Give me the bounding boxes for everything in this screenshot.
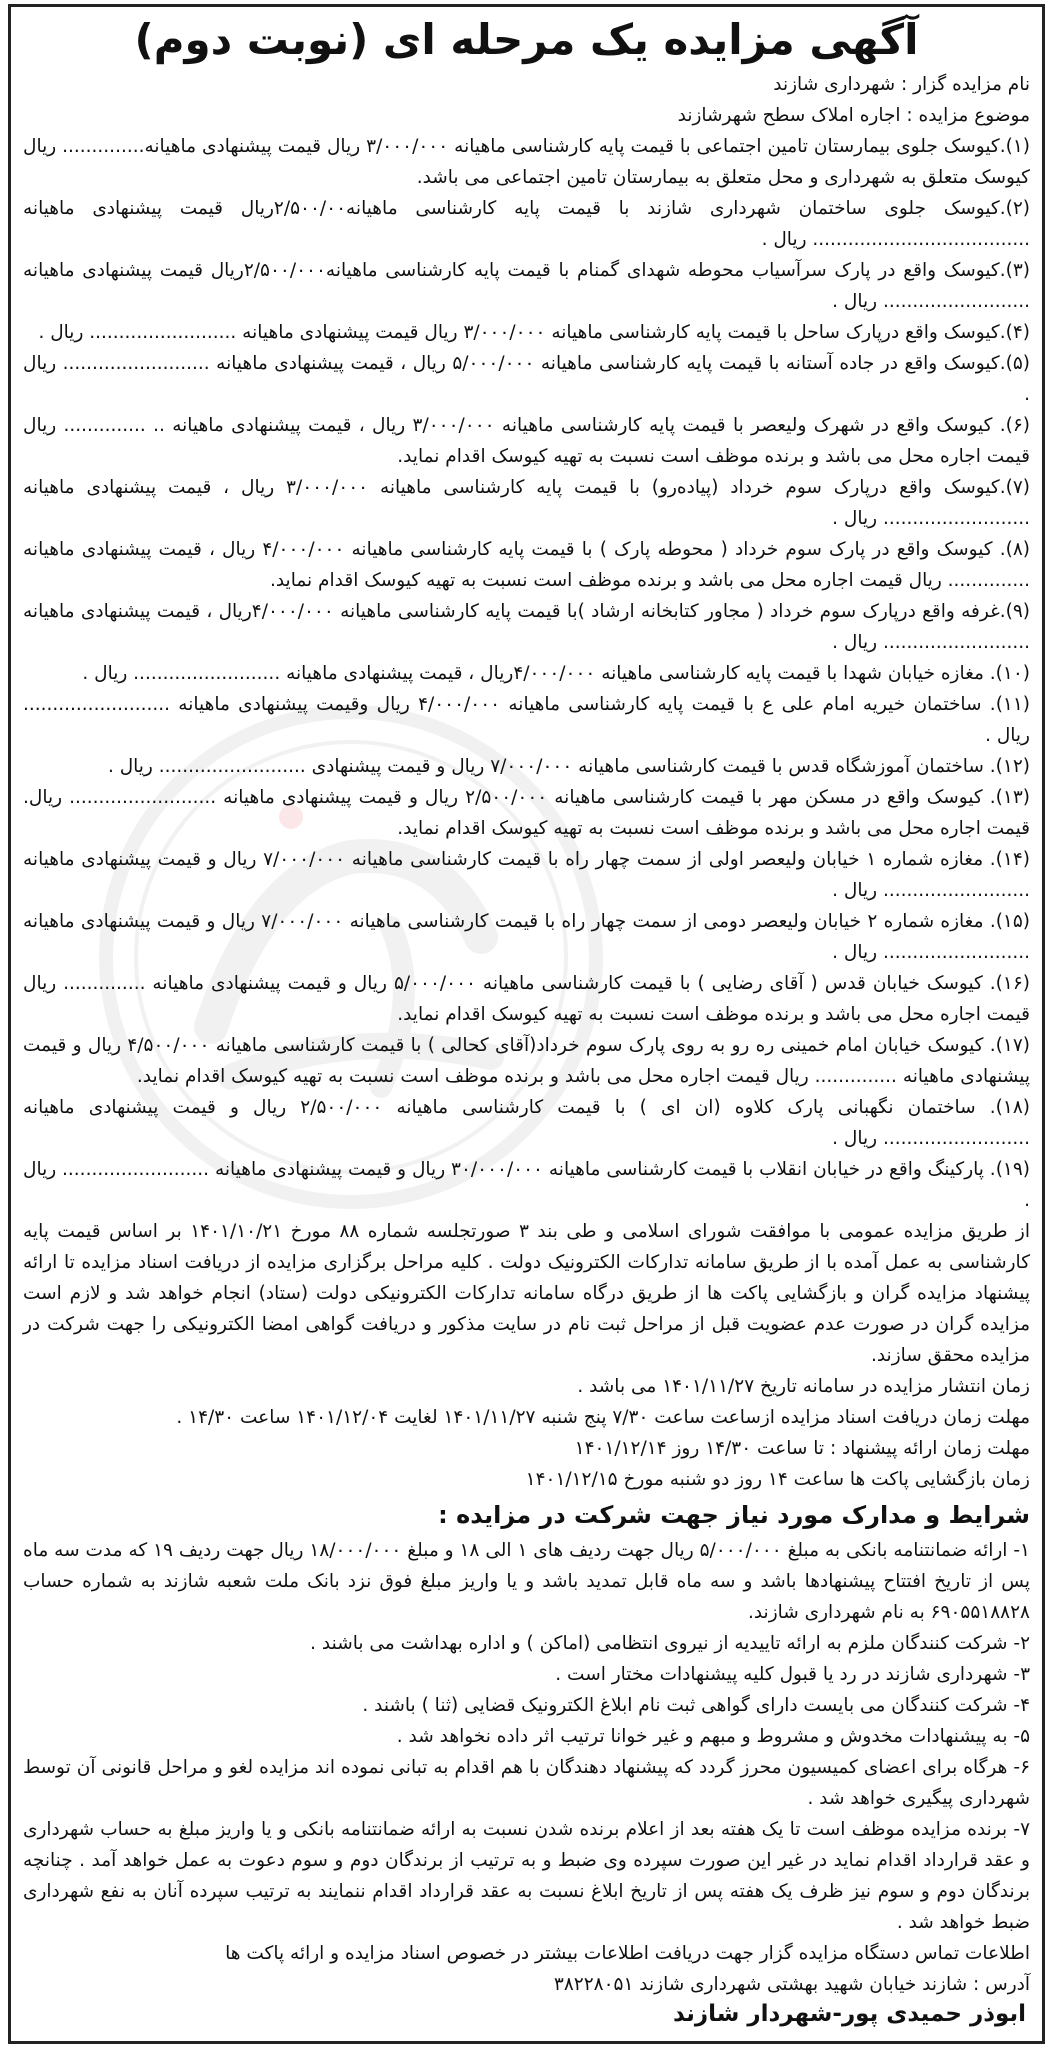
property-item: (۱۸). ساختمان نگهبانی پارک کلاوه (ان ای ) با قیمت کارشناسی ماهیانه ۲/۵۰۰/۰۰۰ ریال و قیمت پیشنهادی ماهیانه ......................... ریال . <box>23 1097 1030 1149</box>
condition-item: ۵- به پیشنهادات مخدوش و مشروط و مبهم و غیر خوانا ترتیب اثر داده نخواهد شد . <box>396 1726 1030 1747</box>
property-item: (۴).کیوسک واقع درپارک ساحل با قیمت پایه کارشناسی ماهیانه ۳/۰۰۰/۰۰۰ ریال قیمت پیشنهادی ماهیانه ......................... ریال . <box>38 322 1030 343</box>
schedule-line: مهلت زمان دریافت اسناد مزایده ازساعت ساعت ۷/۳۰ پنج شنبه ۱۴۰۱/۱۱/۲۷ لغایت ۱۴۰۱/۱۲/۰۴ ساعت ۱۴/۳۰ . <box>176 1407 1030 1428</box>
property-item: (۶). کیوسک واقع در شهرک ولیعصر با قیمت پایه کارشناسی ماهیانه ۳/۰۰۰/۰۰۰ ریال ، قیمت پیشنهادی ماهیانه .. .............. ریال قیمت اجاره محل می باشد و برنده موظف است نسبت به تهیه کیوسک اقدام نماید. <box>23 415 1030 467</box>
condition-item: ۴- شرکت کنندگان می بایست دارای گواهی ثبت نام ابلاغ الکترونیک قضایی (ثنا ) باشند . <box>362 1695 1030 1716</box>
signature-line: ابوذر حمیدی پور-شهردار شازند <box>672 2001 1026 2027</box>
conditions-title: شرایط و مدارک مورد نیاز جهت شرکت در مزایده : <box>438 1501 1030 1529</box>
property-item: (۱۰). مغازه خیابان شهدا با قیمت پایه کارشناسی ماهیانه ۴/۰۰۰/۰۰۰ریال ، قیمت پیشنهادی ماهیانه ......................... ریال . <box>82 663 1030 684</box>
property-item: (۳).کیوسک واقع در پارک سرآسیاب محوطه شهدای گمنام با قیمت پایه کارشناسی ماهیانه۲/۵۰۰/۰۰۰ریال قیمت پیشنهادی ماهیانه ......................... ریال . <box>23 260 1030 312</box>
notice-title: آگهی مزایده یک مرحله ای (نوبت دوم) <box>134 15 919 64</box>
condition-item: ۳- شهرداری شازند در رد یا قبول کلیه پیشنهادات مختار است . <box>555 1664 1030 1685</box>
condition-item: ۶- هرگاه برای اعضای کمیسیون محرز گردد که پیشنهاد دهندگان با هم اقدام به تبانی نموده اند مزایده لغو و مراحل قانونی آن توسط شهرداری پیگیری خواهد شد . <box>23 1757 1030 1809</box>
procedure-paragraph: از طریق مزایده عمومی با موافقت شورای اسلامی و طی بند ۳ صورتجلسه شماره ۸۸ مورخ ۱۴۰۱/۱۰/۲۱ بر اساس قیمت پایه کارشناسی به عمل آمده با از طریق سامانه تدارکات الکترونیک دولت . کلیه مراحل برگزاری مزایده از دریافت اسناد مزایده تا ارائه پیشنهاد مزایده گران و بازگشایی پاکت ها از طریق درگاه سامانه تدارکات الکترونیکی دولت (ستاد) انجام خواهد شد و لازم است مزایده گران در صورت عدم عضویت قبل از مراحل ثبت نام در سایت مذکور و دریافت گواهی امضا الکترونیکی را جهت شرکت در مزایده محقق سازند. <box>23 1221 1030 1366</box>
auctioneer-line: نام مزایده گزار : شهرداری شازند <box>773 74 1030 95</box>
property-item: (۱۶). کیوسک خیابان قدس ( آقای رضایی ) با قیمت کارشناسی ماهیانه ۵/۰۰۰/۰۰۰ ریال و قیمت پیشنهادی ماهیانه .............. ریال قیمت اجاره محل می باشد و برنده موظف است نسبت به تهیه کیوسک اقدام نماید. <box>23 973 1030 1025</box>
property-item: (۲).کیوسک جلوی ساختمان شهرداری شازند با قیمت پایه کارشناسی ماهیانه۲/۵۰۰/۰۰ریال قیمت پیشنهادی ماهیانه ..................................... ریال . <box>23 198 1030 250</box>
property-item: (۹).غرفه واقع درپارک سوم خرداد ( مجاور کتابخانه ارشاد )با قیمت پایه کارشناسی ماهیانه ۴/۰۰۰/۰۰۰ریال ، قیمت پیشنهادی ماهیانه ......................... ریال . <box>23 601 1031 653</box>
schedule-line: زمان بازگشایی پاکت ها ساعت ۱۴ روز دو شنبه مورخ ۱۴۰۱/۱۲/۱۵ <box>525 1469 1030 1490</box>
contact-address: آدرس : شازند خیابان شهید بهشتی شهرداری شازند ۳۸۲۲۸۰۵۱ <box>553 1974 1030 1995</box>
condition-item: ۲- شرکت کنندگان ملزم به ارائه تاییدیه از نیروی انتظامی (اماکن ) و اداره بهداشت می باشند . <box>310 1633 1030 1654</box>
conditions-list <box>23 1535 1030 1938</box>
condition-item: ۱- ارائه ضمانتنامه بانکی به مبلغ ۵/۰۰۰/۰۰۰ ریال جهت ردیف های ۱ الی ۱۸ و مبلغ ۱۸/۰۰۰/۰۰۰ ریال جهت ردیف ۱۹ که مدت سه ماه پس از تاریخ افتتاح پیشنهادها باشد و سه ماه قابل تمدید باشد و یا واریز مبلغ فوق نزد بانک ملت شعبه شازند به شماره حساب ۶۹۰۵۵۱۸۸۲۸ به نام شهرداری شازند. <box>23 1540 1030 1623</box>
property-item: (۱۱). ساختمان خیریه امام علی ع با قیمت پایه کارشناسی ماهیانه ۴/۰۰۰/۰۰۰ ریال وقیمت پیشنهادی ماهیانه ......................... ریال . <box>23 694 1031 746</box>
property-item: (۵).کیوسک واقع در جاده آستانه با قیمت پایه کارشناسی ماهیانه ۵/۰۰۰/۰۰۰ ریال ، قیمت پیشنهادی ماهیانه ......................... ریال . <box>23 353 1030 405</box>
property-item: (۱۲). ساختمان آموزشگاه قدس با قیمت کارشناسی ماهیانه ۷/۰۰۰/۰۰۰ ریال و قیمت پیشنهادی ......................... ریال . <box>107 756 1030 777</box>
schedule-line: زمان انتشار مزایده در سامانه تاریخ ۱۴۰۱/۱۱/۲۷ می باشد . <box>577 1376 1030 1397</box>
contact-info: اطلاعات تماس دستگاه مزایده گزار جهت دریافت اطلاعات بیشتر در خصوص اسناد مزایده و ارائه پاکت ها <box>225 1943 1030 1964</box>
property-item: (۱۴). مغازه شماره ۱ خیابان ولیعصر اولی از سمت چهار راه با قیمت کارشناسی ماهیانه ۷/۰۰۰/۰۰۰ ریال و قیمت پیشنهادی ماهیانه ......................... ریال . <box>23 849 1030 901</box>
property-list <box>23 131 1030 1216</box>
schedule-line: مهلت زمان ارائه پیشنهاد : تا ساعت ۱۴/۳۰ روز ۱۴۰۱/۱۲/۱۴ <box>574 1438 1030 1459</box>
schedule <box>23 1371 1030 1495</box>
property-item: (۸). کیوسک واقع در پارک سوم خرداد ( محوطه پارک ) با قیمت پایه کارشناسی ماهیانه ۴/۰۰۰/۰۰۰ ریال ، قیمت پیشنهادی ماهیانه .............. ریال قیمت اجاره محل می باشد و برنده موظف است نسبت به تهیه کیوسک اقدام نماید. <box>23 539 1030 591</box>
property-item: (۱۵). مغازه شماره ۲ خیابان ولیعصر دومی از سمت چهار راه با قیمت کارشناسی ماهیانه ۷/۰۰۰/۰۰۰ ریال و قیمت پیشنهادی ماهیانه ......................... ریال . <box>23 911 1031 963</box>
property-item: (۱۹). پارکینگ واقع در خیابان انقلاب با قیمت کارشناسی ماهیانه ۳۰/۰۰۰/۰۰۰ ریال و قیمت پیشنهادی ماهیانه ......................... ریال . <box>23 1159 1031 1211</box>
property-item: (۷).کیوسک واقع درپارک سوم خرداد (پیاده‌رو) با قیمت پایه کارشناسی ماهیانه ۳/۰۰۰/۰۰۰ ریال ، قیمت پیشنهادی ماهیانه ......................... ریال . <box>23 477 1030 529</box>
property-item: (۱).کیوسک جلوی بیمارستان تامین اجتماعی با قیمت پایه کارشناسی ماهیانه ۳/۰۰۰/۰۰۰ ریال قیمت پیشنهادی ماهیانه.............. ریال کیوسک متعلق به شهرداری و محل متعلق به بیمارستان تامین اجتماعی می باشد. <box>23 136 1030 188</box>
subject-line: موضوع مزایده : اجاره املاک سطح شهرشازند <box>677 105 1030 126</box>
property-item: (۱۳). کیوسک واقع در مسکن مهر با قیمت کارشناسی ماهیانه ۲/۵۰۰/۰۰۰ ریال و قیمت پیشنهادی ماهیانه ......................... ریال. قیمت اجاره محل می باشد و برنده موظف است نسبت به تهیه کیوسک اقدام نماید. <box>23 787 1030 839</box>
condition-item: ۷- برنده مزایده موظف است تا یک هفته بعد از اعلام برنده شدن نسبت به ارائه ضمانتنامه بانکی و یا واریز مبلغ به حساب شهرداری و عقد قرارداد اقدام نماید در غیر این صورت سپرده وی ضبط و به ترتیب از برندگان دوم و سوم دعوت به عمل خواهد آمد . چنانچه برندگان دوم و سوم نیز ظرف یک هفته پس از تاریخ ابلاغ نسبت به عقد قرارداد اقدام ننمایند به ترتیب سپرده آنان به نفع شهرداری ضبط خواهد شد . <box>23 1819 1030 1933</box>
auction-notice <box>8 4 1045 2044</box>
property-item: (۱۷). کیوسک خیابان امام خمینی ره رو به روی پارک سوم خرداد(آقای کحالی ) با قیمت کارشناسی ماهیانه ۴/۵۰۰/۰۰۰ ریال و قیمت پیشنهادی ماهیانه .............. ریال قیمت اجاره محل می باشد و برنده موظف است نسبت به تهیه کیوسک اقدام نماید. <box>23 1035 1030 1087</box>
